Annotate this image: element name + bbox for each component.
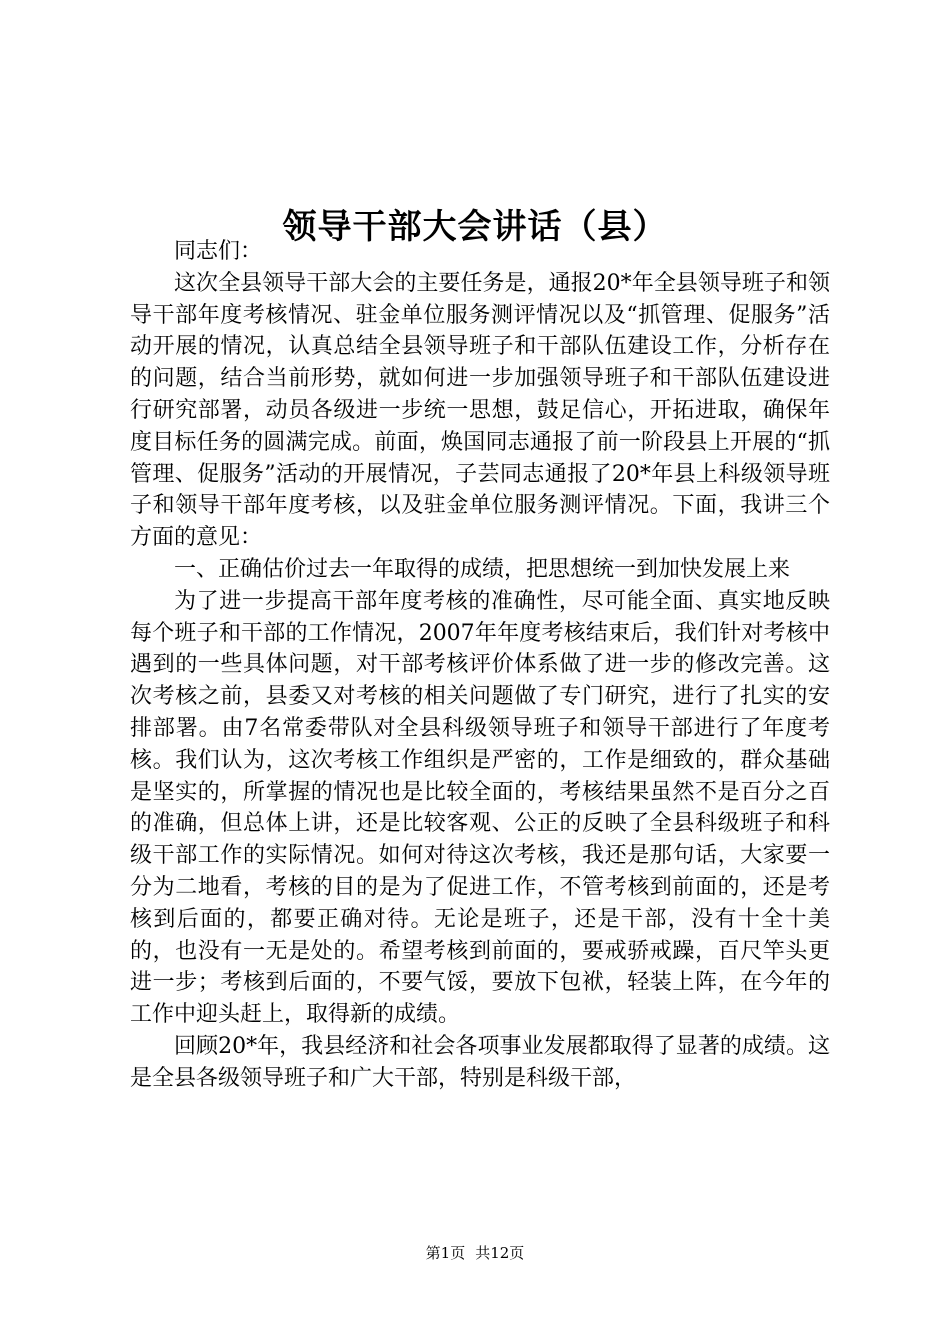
page-total: 共12页 <box>475 1244 525 1262</box>
document-body <box>130 236 830 1095</box>
body-paragraph: 回顾20*年，我县经济和社会各项事业发展都取得了显著的成绩。这是全县各级领导班子和广大干部，特别是科级干部， <box>130 1033 830 1091</box>
body-paragraph: 这次全县领导干部大会的主要任务是，通报20*年全县领导班子和领导干部年度考核情况、驻金单位服务测评情况以及“抓管理、促服务”活动开展的情况，认真总结全县领导班子和干部队伍建设工作，分析存在的问题，结合当前形势，就如何进一步加强领导班子和干部队伍建设进行研究部署，动员各级进一步统一思想，鼓足信心，开拓进取，确保年度目标任务的圆满完成。前面，焕国同志通报了前一阶段县上开展的“抓管理、促服务”活动的开展情况，子芸同志通报了20*年县上科级领导班子和领导干部年度考核，以及驻金单位服务测评情况。下面，我讲三个方面的意见： <box>130 270 830 551</box>
page-footer <box>0 1243 950 1263</box>
document-title: 领导干部大会讲话（县） <box>282 206 668 247</box>
body-paragraph: 为了进一步提高干部年度考核的准确性，尽可能全面、真实地反映每个班子和干部的工作情况，2007年年度考核结束后，我们针对考核中遇到的一些具体问题，对干部考核评价体系做了进一步的修改完善。这次考核之前，县委又对考核的相关问题做了专门研究，进行了扎实的安排部署。由7名常委带队对全县科级领导班子和领导干部进行了年度考核。我们认为，这次考核工作组织是严密的，工作是细致的，群众基础是坚实的，所掌握的情况也是比较全面的，考核结果虽然不是百分之百的准确，但总体上讲，还是比较客观、公正的反映了全县科级班子和科级干部工作的实际情况。如何对待这次考核，我还是那句话，大家要一分为二地看，考核的目的是为了促进工作，不管考核到前面的，还是考核到后面的，都要正确对待。无论是班子，还是干部，没有十全十美的，也没有一无是处的。希望考核到前面的，要戒骄戒躁，百尺竿头更进一步；考核到后面的，不要气馁，要放下包袱，轻装上阵，在今年的工作中迎头赶上，取得新的成绩。 <box>130 588 830 1028</box>
page-number: 第1页 <box>425 1244 466 1262</box>
salutation-paragraph: 同志们： <box>174 239 263 264</box>
section-heading: 一、正确估价过去一年取得的成绩，把思想统一到加快发展上来 <box>174 556 791 582</box>
